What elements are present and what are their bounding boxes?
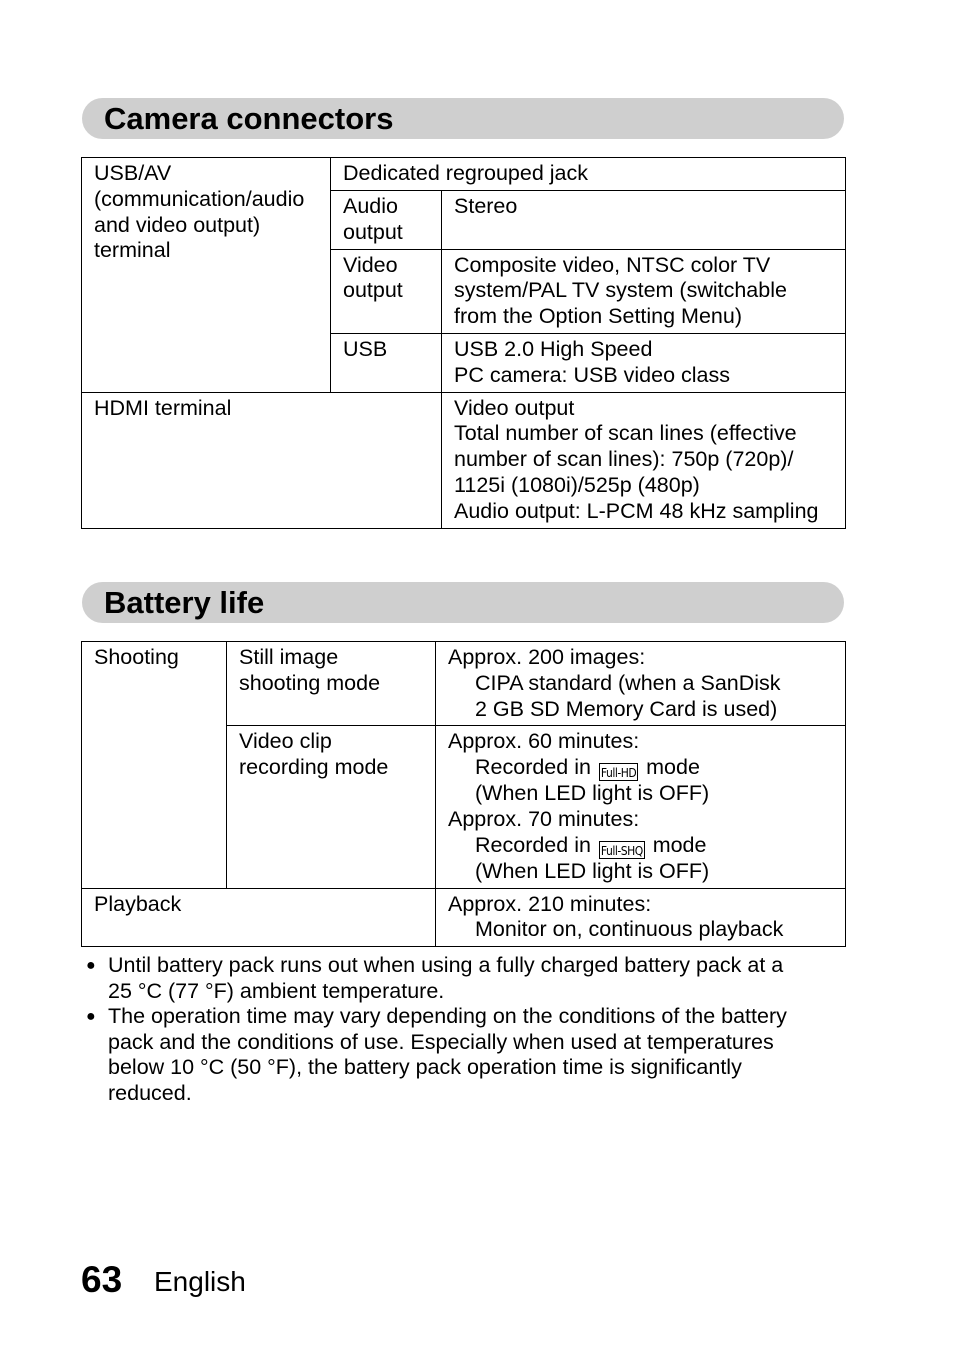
bullet-icon: ●: [86, 1008, 96, 1026]
full-hd-mode-icon: Full-HD: [599, 763, 638, 781]
usbav-terminal-label: USB/AV (communication/audio and video output) terminal: [82, 158, 331, 393]
usb-label: USB: [331, 333, 442, 392]
hdmi-terminal-label: HDMI terminal: [82, 392, 442, 528]
usb-value: USB 2.0 High Speed PC camera: USB video class: [442, 333, 846, 392]
playback-value: Approx. 210 minutes: Monitor on, continuous playback: [436, 888, 846, 947]
note-item: ● The operation time may vary depending on the conditions of the battery pack and the conditions of use. Especially when used at temperatures below 10 °C (50 °F), the battery pack operation time is significantly reduced.: [86, 1004, 787, 1105]
hdmi-terminal-value: Video output Total number of scan lines (effective number of scan lines): 750p (720p)/ 1125i (1080i)/525p (480p) Audio output: L-PCM 48 kHz sampling: [442, 392, 846, 528]
page-number: 63: [81, 1259, 123, 1300]
note-item: ● Until battery pack runs out when using a fully charged battery pack at a 25 °C (77 °F) ambient temperature.: [86, 953, 784, 1003]
page-language: English: [154, 1266, 246, 1297]
camera-connectors-table: [81, 157, 846, 529]
full-shq-mode-icon: Full-SHQ: [599, 841, 645, 859]
audio-output-value: Stereo: [442, 191, 846, 250]
battery-life-table: [81, 641, 846, 947]
video-clip-value: Approx. 60 minutes: Recorded in Full-HD mode (When LED light is OFF) Approx. 70 minutes: Recorded in Full-SHQ mode (When LED light is OFF): [436, 726, 846, 888]
audio-output-label: Audio output: [331, 191, 442, 250]
section-header-camera-connectors: [82, 98, 844, 139]
still-image-mode-label: Still image shooting mode: [227, 642, 436, 726]
still-image-value: Approx. 200 images: CIPA standard (when a SanDisk 2 GB SD Memory Card is used): [436, 642, 846, 726]
playback-label: Playback: [82, 888, 436, 947]
section-title: Camera connectors: [104, 101, 394, 136]
battery-notes: [86, 953, 831, 1107]
dedicated-jack-cell: Dedicated regrouped jack: [331, 158, 846, 191]
bullet-icon: ●: [86, 957, 96, 974]
video-output-label: Video output: [331, 249, 442, 333]
section-header-battery-life: [82, 582, 844, 623]
video-clip-mode-label: Video clip recording mode: [227, 726, 436, 888]
section-title: Battery life: [104, 585, 265, 620]
shooting-label: Shooting: [82, 642, 227, 889]
video-output-value: Composite video, NTSC color TV system/PAL TV system (switchable from the Option Setting Menu): [442, 249, 846, 333]
